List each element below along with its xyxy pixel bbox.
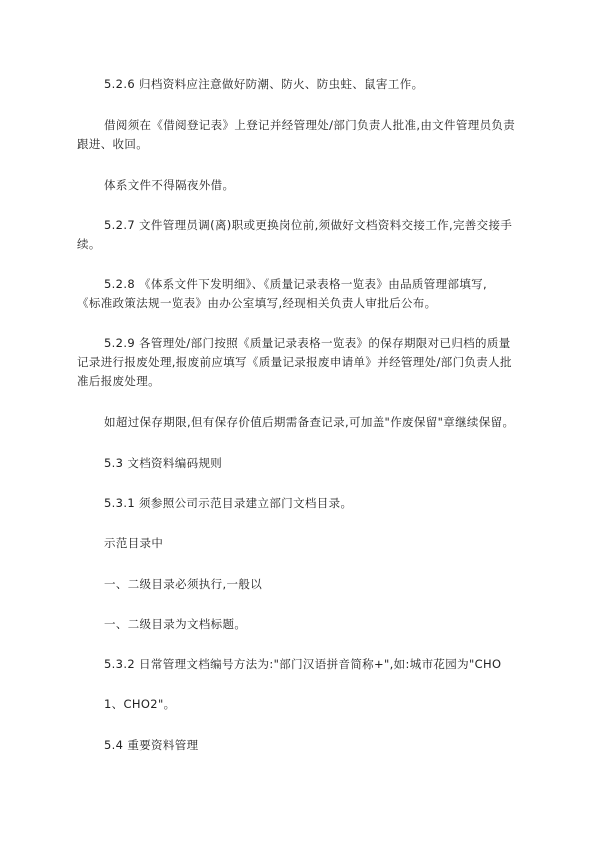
clause-5-2-8-line-1: 5.2.8 《体系文件下发明细》、《质量记录表格一览表》由品质管理部填写, xyxy=(104,277,488,291)
clause-5-2-9-line-1: 5.2.9 各管理处/部门按照《质量记录表格一览表》的保存期限对已归档的质量 xyxy=(104,336,511,350)
section-5-3-heading: 5.3 文档资料编码规则 xyxy=(104,456,223,470)
borrow-register-line-2: 跟进、收回。 xyxy=(77,137,149,151)
section-5-4-heading: 5.4 重要资料管理 xyxy=(104,738,199,752)
sample-directory-intro: 示范目录中 xyxy=(104,536,164,550)
clause-5-2-6: 5.2.6 归档资料应注意做好防潮、防火、防虫蛀、鼠害工作。 xyxy=(104,77,424,91)
clause-5-2-7-line-2: 续。 xyxy=(77,237,101,251)
clause-5-2-8-line-2: 《标准政策法规一览表》由办公室填写,经现相关负责人审批后公布。 xyxy=(77,296,437,310)
directory-rule-mandatory: 一、二级目录必须执行,一般以 xyxy=(104,577,263,591)
retention-exception: 如超过保存期限,但有保存价值后期需备查记录,可加盖"作废保留"章继续保留。 xyxy=(104,415,515,429)
no-overnight-lending: 体系文件不得隔夜外借。 xyxy=(104,178,235,192)
clause-5-3-1: 5.3.1 须参照公司示范目录建立部门文档目录。 xyxy=(104,496,353,510)
borrow-register-line-1: 借阅须在《借阅登记表》上登记并经管理处/部门负责人批准,由文件管理员负责 xyxy=(104,118,516,132)
clause-5-2-9-line-3: 准后报废处理。 xyxy=(77,374,160,388)
clause-5-3-2-line-2: 1、CHO2"。 xyxy=(104,697,176,711)
clause-5-2-7-line-1: 5.2.7 文件管理员调(离)职或更换岗位前,须做好文档资料交接工作,完善交接手 xyxy=(104,218,513,232)
directory-rule-titles: 一、二级目录为文档标题。 xyxy=(104,617,247,631)
clause-5-3-2-line-1: 5.3.2 日常管理文档编号方法为:"部门汉语拼音简称+",如:城市花园为"CHO xyxy=(104,657,502,671)
clause-5-2-9-line-2: 记录进行报废处理,报废前应填写《质量记录报废申请单》并经管理处/部门负责人批 xyxy=(77,355,512,369)
